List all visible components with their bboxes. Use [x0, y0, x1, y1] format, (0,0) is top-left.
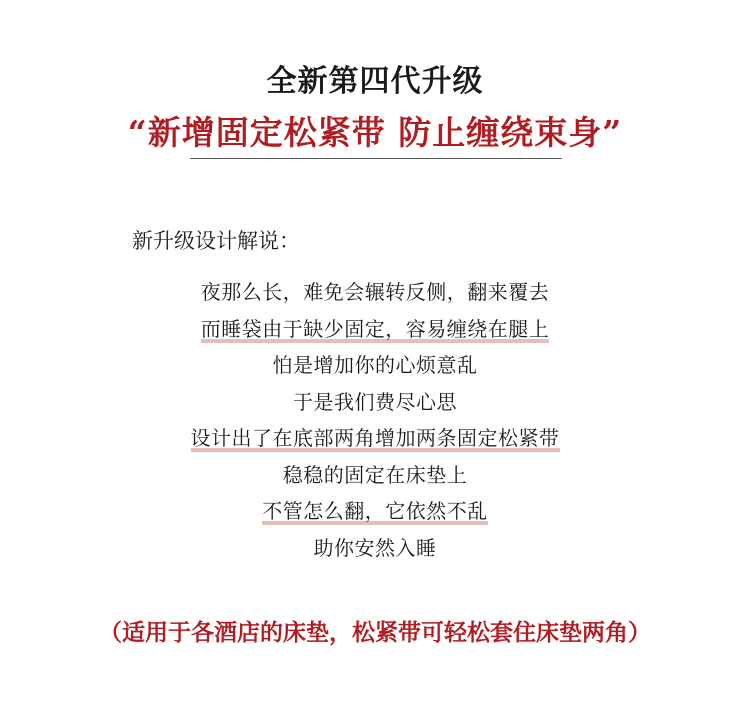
- usage-note: （适用于各酒店的床垫，松紧带可轻松套住床垫两角）: [99, 619, 651, 646]
- section-label: 新升级设计解说：: [132, 229, 300, 253]
- description-line: [0, 457, 750, 494]
- description-line: [0, 530, 750, 567]
- description-line-text: 稳稳的固定在床垫上: [282, 462, 468, 487]
- description-line: [0, 311, 750, 348]
- description-line-text-highlighted: 设计出了在底部两角增加两条固定松紧带: [191, 420, 560, 457]
- main-heading: 全新第四代升级: [266, 64, 484, 99]
- description-line-text: 夜那么长，难免会辗转反侧，翻来覆去: [200, 280, 550, 304]
- description-line-text-highlighted: 而睡袋由于缺少固定，容易缠绕在腿上: [201, 311, 550, 348]
- description-line: [0, 420, 750, 457]
- description-line: [0, 274, 750, 311]
- description-line-text: 于是我们费尽心思: [293, 389, 457, 414]
- description-line-text: 助你安然入睡: [313, 535, 437, 560]
- feature-slogan: “新增固定松紧带 防止缠绕束身”: [127, 113, 623, 152]
- description-line: [0, 347, 750, 384]
- description-lines: [0, 274, 750, 566]
- description-line-text-highlighted: 不管怎么翻，它依然不乱: [262, 493, 488, 530]
- description-line: [0, 384, 750, 421]
- description-line-text: 怕是增加你的心烦意乱: [272, 353, 478, 377]
- title-divider: [190, 158, 562, 159]
- description-line: [0, 493, 750, 530]
